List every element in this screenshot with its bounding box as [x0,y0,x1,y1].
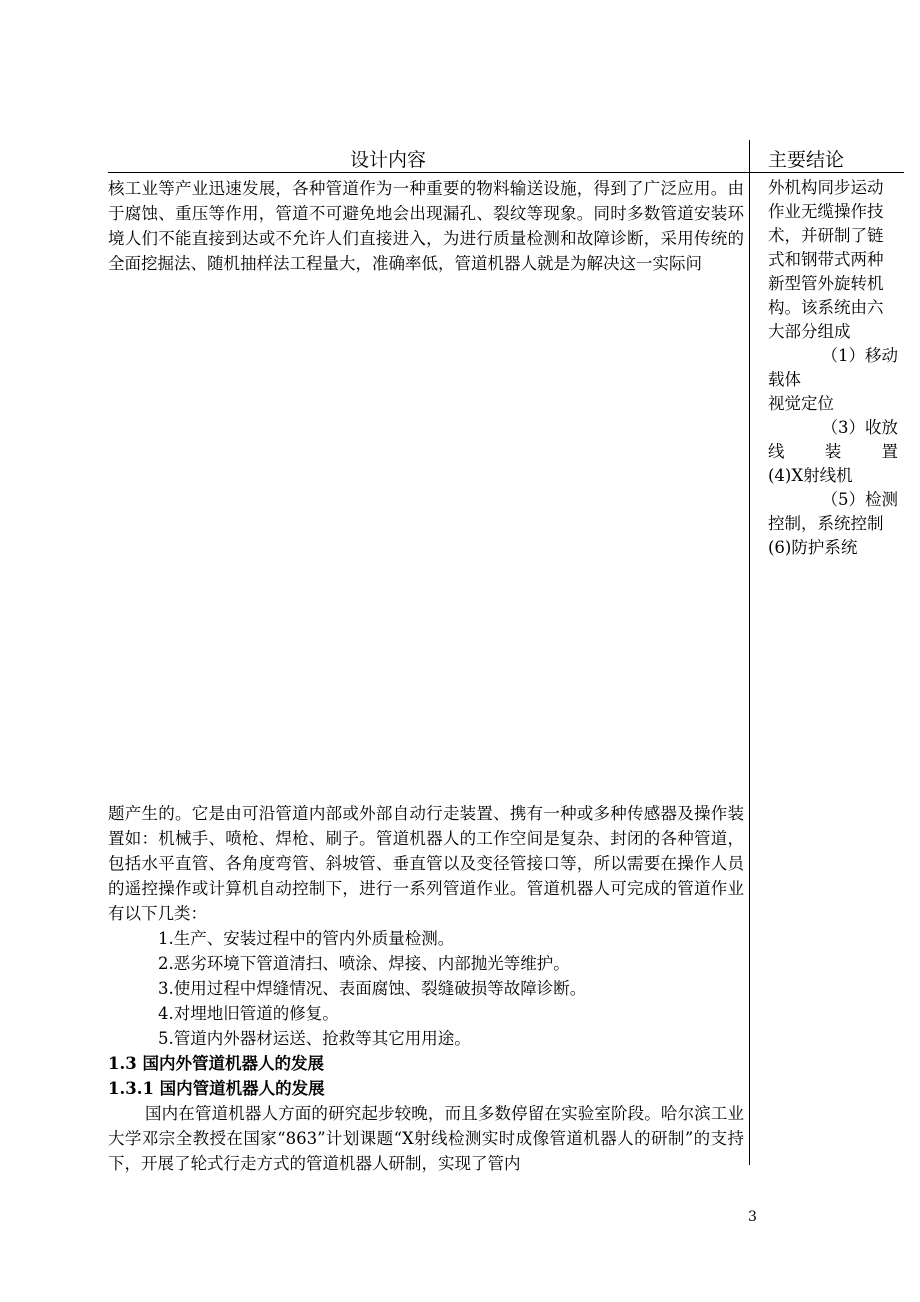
conclusion-line: （1）移动 [821,346,898,365]
list-item: 1.生产、安装过程中的管内外质量检测。 [158,929,455,948]
page-number: 3 [748,1209,757,1225]
conclusion-line: 视觉定位 [768,394,834,413]
paragraph-domestic-research: 国内在管道机器人方面的研究起步较晚，而且多数停留在实验室阶段。哈尔滨工业大学邓宗全教授在国家“863”计划课题“X射线检测实时成像管道机器人的研制”的支持下，开展了轮式行走方式的管道机器人研制，实现了管内 [108,1104,744,1173]
paragraph-intro: 核工业等产业迅速发展，各种管道作为一种重要的物料输送设施，得到了广泛应用。由于腐蚀、重压等作用，管道不可避免地会出现漏孔、裂纹等现象。同时多数管道安装环境人们不能直接到达或不允许人们直接进入，为进行质量检测和故障诊断，采用传统的全面挖掘法、随机抽样法工程量大，准确率低，管道机器人就是为解决这一实际问 [108,179,744,273]
column-divider-vertical [749,140,750,1165]
conclusion-word: 置 [881,442,898,461]
conclusion-line: 大部分组成 [768,322,851,341]
right-column-conclusions [768,176,898,560]
header-design-content: 设计内容 [350,149,427,171]
list-item: 3.使用过程中焊缝情况、表面腐蚀、裂缝破损等故障诊断。 [158,979,587,998]
conclusion-line: 外机构同步运动 [768,178,884,197]
conclusion-line: 术，并研制了链 [768,226,884,245]
conclusion-line: （5）检测 [821,490,898,509]
subsection-heading: 1.3.1 国内管道机器人的发展 [108,1079,325,1098]
list-item: 4.对埋地旧管道的修复。 [158,1004,339,1023]
left-column-top [108,176,744,276]
section-heading: 1.3 国内外管道机器人的发展 [108,1054,324,1073]
header-divider-horizontal [108,172,904,173]
conclusion-line: 构。该系统由六 [768,298,884,317]
conclusion-line: (6)防护系统 [768,538,858,557]
conclusion-line: 新型管外旋转机 [768,274,884,293]
list-item: 2.恶劣环境下管道清扫、喷涂、焊接、内部抛光等维护。 [158,954,570,973]
conclusion-line: 式和钢带式两种 [768,250,884,269]
conclusion-line: (4)X射线机 [768,466,853,485]
left-column-bottom [108,801,744,1176]
conclusion-word: 装 [824,442,842,461]
conclusion-line: （3）收放 [821,418,898,437]
conclusion-line: 载体 [768,370,801,389]
conclusion-line: 作业无缆操作技 [768,202,884,221]
paragraph-continued: 题产生的。它是由可沿管道内部或外部自动行走装置、携有一种或多种传感器及操作装置如：机械手、喷枪、焊枪、刷子。管道机器人的工作空间是复杂、封闭的各种管道，包括水平直管、各角度弯管、斜坡管、垂直管以及变径管接口等，所以需要在操作人员的遥控操作或计算机自动控制下，进行一系列管道作业。管道机器人可完成的管道作业有以下几类： [108,804,744,923]
header-main-conclusion: 主要结论 [768,149,845,171]
conclusion-line-spread [768,440,898,464]
list-item: 5.管道内外器材运送、抢救等其它用用途。 [158,1029,471,1048]
conclusion-word: 线 [768,442,785,461]
conclusion-line: 控制，系统控制 [768,514,884,533]
